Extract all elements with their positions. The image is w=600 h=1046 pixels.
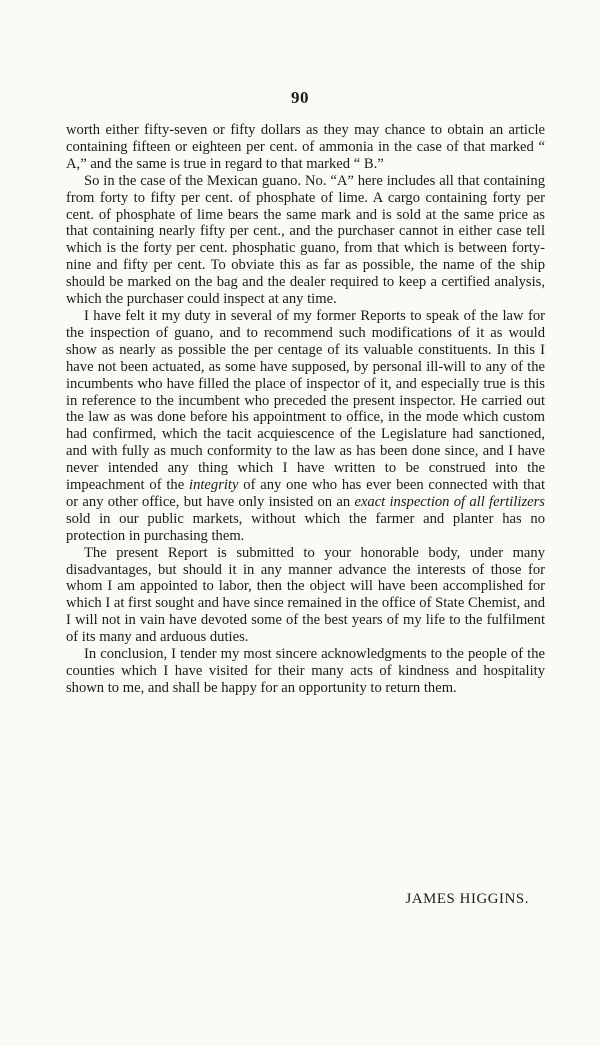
paragraph-3-part-e: sold in our public markets, without which the farmer and planter has no protection in purchasing them. <box>66 510 545 544</box>
italic-exact-inspection: exact inspection of all fertilizers <box>354 493 545 510</box>
paragraph-3-part-c: of any one who has ever been connected with that or any other office, but have only insisted on an <box>66 477 545 510</box>
signature: JAMES HIGGINS. <box>405 891 529 907</box>
paragraph-1: worth either fifty-seven or fifty dollars as they may chance to obtain an article containing fifteen or eighteen per cent. of ammonia in the case of that marked “ A,” and the same is true in regard to that marked “ B.” <box>66 122 545 172</box>
paragraph-3-part-a: I have felt it my duty in several of my former Reports to speak of the law for the inspection of guano, and to recommend such modifications of it as would show as nearly as possible the per centage of its valuable constituents. In this I have not been actuated, as some have supposed, by personal ill-will to any of the incumbents who have filled the place of inspector of it, and especially true is this in reference to the incumbent who preceded the present inspector. He carried out the law as was done before his appointment to office, in the mode which custom had confirmed, which the tacit acquiescence of the Legislature had sanctioned, and with fully as much conformity to the law as has been done since, and I have never intended any thing which I have written to be construed into the impeachment of the <box>66 307 545 494</box>
body-text <box>66 122 545 697</box>
paragraph-5: In conclusion, I tender my most sincere acknowledgments to the people of the counties which I have visited for their many acts of kindness and hospitality shown to me, and shall be happy for an opportunity to return them. <box>66 646 545 696</box>
paragraph-2: So in the case of the Mexican guano. No. “A” here includes all that containing from forty to fifty per cent. of phosphate of lime. A cargo containing forty per cent. of phosphate of lime bears the same mark and is sold at the same price as that containing nearly fifty per cent., and the purchaser cannot in either case tell which is the forty per cent. phosphatic guano, from that which is between forty-nine and fifty per cent. To obviate this as far as possible, the name of the ship should be marked on the bag and the dealer required to keep a certified analysis, which the purchaser could inspect at any time. <box>66 172 545 308</box>
paragraph-4: The present Report is submitted to your honorable body, under many disadvantages, but should it in any manner advance the interests of those for whom I am appointed to labor, then the object will have been accomplished for which I at first sought and have since remained in the office of State Chemist, and I will not in vain have devoted some of the best years of my life to the fulfilment of its many and arduous duties. <box>66 544 545 646</box>
paragraph-3 <box>66 308 545 545</box>
page-number: 90 <box>291 88 309 107</box>
italic-integrity: integrity <box>189 477 239 494</box>
